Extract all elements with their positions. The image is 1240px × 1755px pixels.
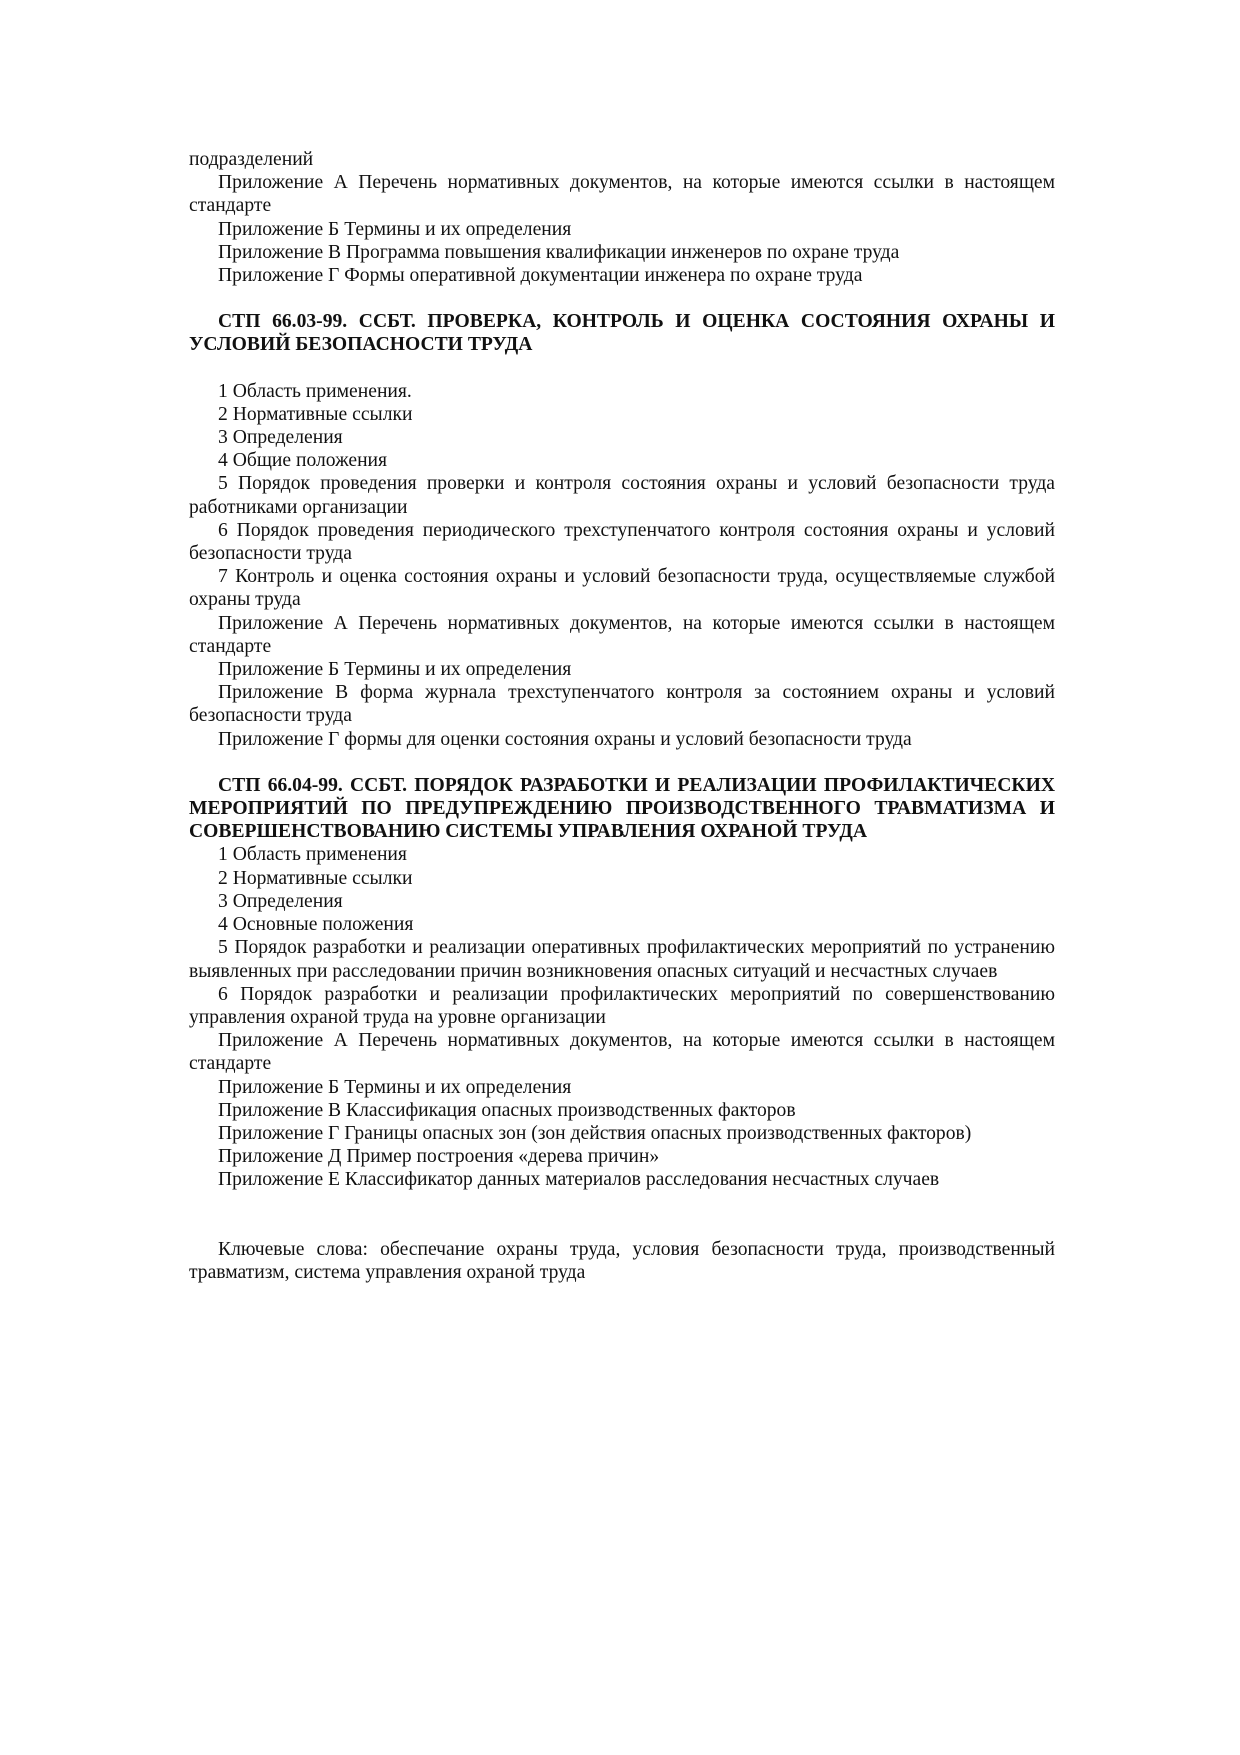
appendix-item: Приложение В форма журнала трехступенчатого контроля за состоянием охраны и условий безопасности труда [189,682,1055,727]
appendix-item: Приложение А Перечень нормативных документов, на которые имеются ссылки в настоящем стандарте [189,1030,1055,1075]
spacer [189,751,1055,774]
spacer [189,287,1055,310]
section-heading-stp-66-03: СТП 66.03-99. ССБТ. ПРОВЕРКА, КОНТРОЛЬ И ОЦЕНКА СОСТОЯНИЯ ОХРАНЫ И УСЛОВИЙ БЕЗОПАСНОСТИ ТРУДА [189,311,1055,356]
appendix-item: Приложение А Перечень нормативных документов, на которые имеются ссылки в настоящем стандарте [189,172,1055,217]
appendix-item: Приложение Е Классификатор данных материалов расследования несчастных случаев [218,1169,940,1191]
appendix-item: Приложение В Классификация опасных производственных факторов [218,1099,796,1121]
spacer [189,1192,1055,1238]
toc-item: 4 Общие положения [218,450,388,472]
appendix-item: Приложение Г Формы оперативной документации инженера по охране труда [218,265,863,287]
toc-item: 4 Основные положения [218,914,414,936]
appendix-item: Приложение Д Пример построения «дерева причин» [218,1146,660,1168]
toc-item: 6 Порядок проведения периодического трехступенчатого контроля состояния охраны и условий безопасности труда [189,519,1055,565]
appendix-item: Приложение Г Границы опасных зон (зон действия опасных производственных факторов) [218,1122,972,1144]
keywords-paragraph: Ключевые слова: обеспечание охраны труда, условия безопасности труда, производственный травматизм, система управления охраной труда [189,1238,1055,1283]
toc-item: 2 Нормативные ссылки [218,403,413,425]
document-page [189,148,1055,1284]
appendix-item: Приложение Б Термины и их определения [218,1076,572,1098]
appendix-item: Приложение Б Термины и их определения [218,218,572,240]
toc-item: 3 Определения [218,890,343,912]
toc-item: 3 Определения [218,427,343,449]
section-heading-stp-66-04: СТП 66.04-99. ССБТ. ПОРЯДОК РАЗРАБОТКИ И РЕАЛИЗАЦИИ ПРОФИЛАКТИЧЕСКИХ МЕРОПРИЯТИЙ ПО ПРЕДУПРЕЖДЕНИЮ ПРОИЗВОДСТВЕННОГО ТРАВМАТИЗМА И СОВЕРШЕНСТВОВАНИЮ СИСТЕМЫ УПРАВЛЕНИЯ ОХРАНОЙ ТРУДА [189,774,1055,843]
toc-item: 2 Нормативные ссылки [218,867,413,889]
appendix-item: Приложение Г формы для оценки состояния охраны и условий безопасности труда [218,728,912,750]
text-line: подразделений [189,149,314,170]
toc-item: 1 Область применения [218,844,407,866]
appendix-item: Приложение В Программа повышения квалификации инженеров по охране труда [218,241,900,263]
toc-item: 6 Порядок разработки и реализации профилактических мероприятий по совершенствованию управления охраной труда на уровне организации [189,983,1055,1028]
appendix-item: Приложение А Перечень нормативных документов, на которые имеются ссылки в настоящем стандарте [189,612,1055,657]
toc-item: 1 Область применения. [218,380,412,402]
spacer [189,357,1055,380]
toc-item: 5 Порядок разработки и реализации оперативных профилактических мероприятий по устранению выявленных при расследовании причин возникновения опасных ситуаций и несчастных случаев [189,937,1055,982]
toc-item: 5 Порядок проведения проверки и контроля состояния охраны и условий безопасности труда работниками организации [189,473,1055,518]
toc-item: 7 Контроль и оценка состояния охраны и условий безопасности труда, осуществляемые службой охраны труда [189,566,1055,611]
appendix-item: Приложение Б Термины и их определения [218,659,572,681]
